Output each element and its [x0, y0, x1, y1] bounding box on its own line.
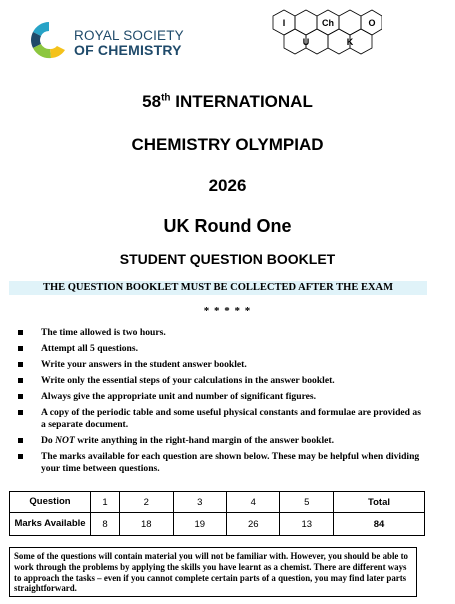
instruction-item [18, 359, 428, 371]
title-international: INTERNATIONAL [175, 92, 313, 111]
round-title: UK Round One [163, 216, 292, 236]
marks-label-cell: Marks Available [10, 513, 91, 536]
instruction-item [18, 343, 428, 355]
question-number-cell: 5 [280, 492, 334, 513]
bullet-icon [18, 378, 23, 383]
question-number-cell: 4 [227, 492, 280, 513]
instruction-text: A copy of the periodic table and some useful physical constants and formulae are provided as a separate document. [41, 407, 421, 430]
booklet-title: STUDENT QUESTION BOOKLET [119, 251, 336, 267]
rsc-wordmark [74, 28, 184, 58]
bullet-icon [18, 438, 23, 443]
instruction-text-pre: Do [41, 435, 56, 446]
total-value-cell: 84 [334, 513, 425, 536]
edition-number: 58 [142, 92, 162, 111]
instruction-text: Attempt all 5 questions. [41, 343, 139, 354]
instruction-item [18, 451, 428, 475]
hex-label-5: K [346, 37, 354, 47]
question-label-cell: Question [10, 492, 91, 513]
instructions-list [18, 327, 428, 479]
instruction-item [18, 327, 428, 339]
marks-value-cell: 18 [120, 513, 173, 536]
instruction-item [18, 407, 428, 431]
question-row [10, 492, 425, 513]
hex-label-2: Ch [322, 18, 334, 28]
rsc-line2: OF CHEMISTRY [74, 42, 182, 58]
rsc-logo-icon [27, 18, 71, 62]
marks-value-cell: 8 [91, 513, 120, 536]
olympiad-title-line2: CHEMISTRY OLYMPIAD [131, 135, 324, 154]
hex-label-4: U [302, 37, 310, 47]
rsc-logo [27, 18, 207, 68]
bullet-icon [18, 394, 23, 399]
hex-label-3: O [368, 18, 376, 28]
marks-value-cell: 13 [280, 513, 334, 536]
olympiad-title-line1 [0, 92, 455, 112]
bullet-icon [18, 362, 23, 367]
icho-uk-hex-logo [262, 8, 382, 82]
instruction-item [18, 375, 428, 387]
instruction-text-emphasis: NOT [55, 435, 75, 446]
edition-suffix: th [161, 92, 171, 104]
instruction-text: The time allowed is two hours. [41, 327, 166, 338]
separator-stars: * * * * * [203, 305, 252, 317]
bullet-icon [18, 330, 23, 335]
marks-row [10, 513, 425, 536]
guidance-note: Some of the questions will contain material you will not be familiar with. However, you should be able to work through the problems by applying the skills you have learnt as a chemist. There are different ways to approach the tasks – even if you cannot complete certain parts of a question, you may find later parts straightforward. [9, 547, 417, 597]
instruction-text-post: write anything in the right-hand margin of the answer booklet. [74, 435, 334, 446]
total-label-cell: Total [334, 492, 425, 513]
question-number-cell: 3 [173, 492, 226, 513]
olympiad-year: 2026 [208, 176, 247, 195]
question-number-cell: 2 [120, 492, 173, 513]
marks-table [9, 491, 425, 536]
marks-value-cell: 19 [173, 513, 226, 536]
hex-label-1: I [282, 18, 286, 28]
bullet-icon [18, 410, 23, 415]
marks-value-cell: 26 [227, 513, 280, 536]
instruction-text: Always give the appropriate unit and number of significant figures. [41, 391, 317, 402]
rsc-line1: ROYAL SOCIETY [74, 28, 184, 43]
instruction-item [18, 435, 428, 447]
collection-banner: THE QUESTION BOOKLET MUST BE COLLECTED AFTER THE EXAM [9, 281, 427, 295]
bullet-icon [18, 346, 23, 351]
instruction-text: Write your answers in the student answer booklet. [41, 359, 247, 370]
instruction-text: Write only the essential steps of your calculations in the answer booklet. [41, 375, 335, 386]
instruction-item [18, 391, 428, 403]
instruction-text: The marks available for each question are shown below. These may be helpful when dividing your time between questions. [41, 451, 420, 474]
question-number-cell: 1 [91, 492, 120, 513]
bullet-icon [18, 454, 23, 459]
